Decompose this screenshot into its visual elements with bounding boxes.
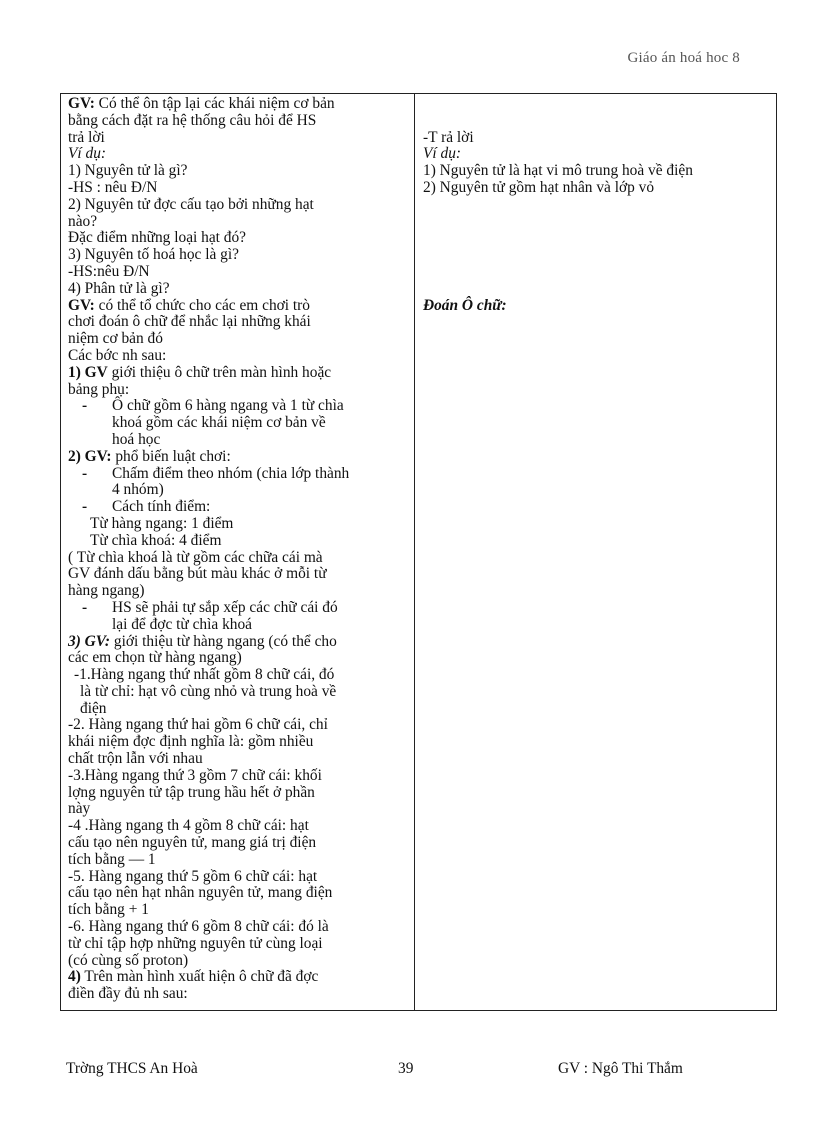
text-line: trả lời <box>68 128 105 146</box>
row-6-clue-cont: từ chỉ tập hợp những nguyên tử cùng loại <box>68 934 323 952</box>
step-1-label: 1) GV <box>68 363 108 381</box>
row-4-clue-cont: cấu tạo nên nguyên tử, mang giá trị điện <box>68 834 317 852</box>
row-3-clue-cont: lợng nguyên tử tập trung hầu hết ở phần <box>68 783 315 801</box>
row-4-clue: -4 .Hàng ngang th 4 gồm 8 chữ cái: hạt <box>68 817 309 835</box>
text-span: có thể tổ chức cho các em chơi trò <box>94 296 310 314</box>
row-3-clue-cont: này <box>68 800 91 818</box>
bullet-dash: - <box>82 464 88 482</box>
step-2-label: 2) GV: <box>68 447 112 465</box>
lesson-table <box>60 93 777 1011</box>
question-2: 2) Nguyên tử đợc cấu tạo bởi những hạt <box>68 195 314 213</box>
row-6-clue: -6. Hàng ngang thứ 6 gồm 8 chữ cái: đó là <box>68 918 329 936</box>
text-span: giới thiệu từ hàng ngang (có thể cho <box>110 632 337 650</box>
text-line: 4 nhóm) <box>112 481 164 499</box>
answer-1: 1) Nguyên tử là hạt vi mô trung hoà về điện <box>423 162 693 180</box>
gv-colon: : <box>89 95 95 112</box>
text-line: lại để đợc từ chìa khoá <box>112 615 252 633</box>
spacer <box>423 96 770 113</box>
score-line: Từ hàng ngang: 1 điểm <box>90 514 234 532</box>
text-span: Trên màn hình xuất hiện ô chữ đã đợc <box>80 968 319 986</box>
student-activity-column <box>415 94 776 1010</box>
bullet-item <box>68 466 408 483</box>
note-line: ( Từ chìa khoá là từ gồm các chữa cái mà <box>68 548 323 566</box>
text-line: hoá học <box>112 430 161 448</box>
footer-school: Trờng THCS An Hoà <box>66 1060 198 1077</box>
question-3: 3) Nguyên tố hoá học là gì? <box>68 246 239 264</box>
question-4: 4) Phân tử là gì? <box>68 279 170 297</box>
step-2 <box>68 449 408 466</box>
example-heading: Ví dụ: <box>423 145 462 163</box>
answer-heading: -T rả lời <box>423 128 474 146</box>
text-line: bằng cách đặt ra hệ thống câu hỏi để HS <box>68 111 317 129</box>
page-header-title: Giáo án hoá hoc 8 <box>627 50 740 66</box>
text-line: niệm cơ bản đó <box>68 330 163 348</box>
note-line: hàng ngang) <box>68 582 145 600</box>
bullet-dash: - <box>82 397 88 415</box>
bullet-item <box>68 398 408 415</box>
step-4 <box>68 969 408 986</box>
row-5-clue: -5. Hàng ngang thứ 5 gồm 6 chữ cái: hạt <box>68 867 318 885</box>
question-2-detail: Đặc điểm những loại hạt đó? <box>68 229 247 247</box>
text-span: giới thiệu ô chữ trên màn hình hoặc <box>107 363 332 381</box>
row-2-clue-cont: chất trộn lẫn với nhau <box>68 750 203 768</box>
bullet-item <box>68 499 408 516</box>
spacer <box>423 197 770 298</box>
text-line: các em chọn từ hàng ngang) <box>68 649 242 667</box>
note-line: GV đánh dấu bằng bút màu khác ở mỗi từ <box>68 565 327 583</box>
row-2-clue-cont: khái niệm đợc định nghĩa là: gồm nhiều <box>68 733 314 751</box>
footer-teacher: GV : Ngô Thi Thắm <box>558 1060 683 1077</box>
text-span: HS sẽ phải tự sắp xếp các chữ cái đó <box>112 598 338 616</box>
bullet-dash: - <box>82 598 88 616</box>
row-1-clue: -1.Hàng ngang thứ nhất gồm 8 chữ cái, đó <box>74 666 335 684</box>
row-1-clue-cont: là từ chỉ: hạt vô cùng nhỏ và trung hoà về <box>80 682 337 700</box>
row-4-clue-cont: tích bằng — 1 <box>68 850 156 868</box>
text-span: Ô chữ gồm 6 hàng ngang và 1 từ chìa <box>112 397 344 415</box>
step-3 <box>68 634 408 651</box>
question-2-cont: nào? <box>68 212 98 230</box>
gv-label: GV <box>68 95 90 112</box>
steps-heading: Các bớc nh sau: <box>68 346 167 364</box>
step-1 <box>68 365 408 382</box>
answer-2: 2) Nguyên tử gồm hạt nhân và lớp vỏ <box>423 178 655 196</box>
text-line: chơi đoán ô chữ để nhắc lại những khái <box>68 313 311 331</box>
row-6-clue-cont: (có cùng số proton) <box>68 951 189 969</box>
row-5-clue-cont: cấu tạo nên hạt nhân nguyên tử, mang điện <box>68 884 333 902</box>
spacer <box>423 113 770 130</box>
text-span: Cách tính điểm: <box>112 498 211 516</box>
hs-answer-1: -HS : nêu Đ/N <box>68 178 158 196</box>
row-2-clue: -2. Hàng ngang thứ hai gồm 6 chữ cái, chỉ <box>68 716 328 734</box>
bullet-dash: - <box>82 498 88 516</box>
example-heading: Ví dụ: <box>68 145 107 163</box>
bullet-item <box>68 600 408 617</box>
step-3-label: 3) GV: <box>68 632 111 650</box>
row-5-clue-cont: tích bằng + 1 <box>68 901 149 919</box>
text-span: Có thể ôn tập lại các khái niệm cơ bản <box>94 95 335 112</box>
score-line: Từ chìa khoá: 4 điểm <box>90 531 222 549</box>
row-3-clue: -3.Hàng ngang thứ 3 gồm 7 chữ cái: khối <box>68 766 322 784</box>
text-line <box>68 96 408 113</box>
teacher-activity-column <box>61 94 415 1010</box>
gv-label: GV: <box>68 296 95 314</box>
crossword-heading: Đoán Ô chữ: <box>423 296 507 314</box>
text-span: phổ biến luật chơi: <box>111 447 231 465</box>
step-4-label: 4) <box>68 968 81 986</box>
row-1-clue-cont: điện <box>80 699 107 717</box>
text-line: điền đầy đủ nh sau: <box>68 985 188 1003</box>
question-1: 1) Nguyên tử là gì? <box>68 162 188 180</box>
footer-page-number: 39 <box>398 1060 414 1077</box>
text-line: bảng phụ: <box>68 380 130 398</box>
text-line <box>68 298 408 315</box>
text-line: khoá gồm các khái niệm cơ bản về <box>112 414 326 432</box>
hs-answer-3: -HS:nêu Đ/N <box>68 262 150 280</box>
text-span: Chấm điểm theo nhóm (chia lớp thành <box>112 464 350 482</box>
